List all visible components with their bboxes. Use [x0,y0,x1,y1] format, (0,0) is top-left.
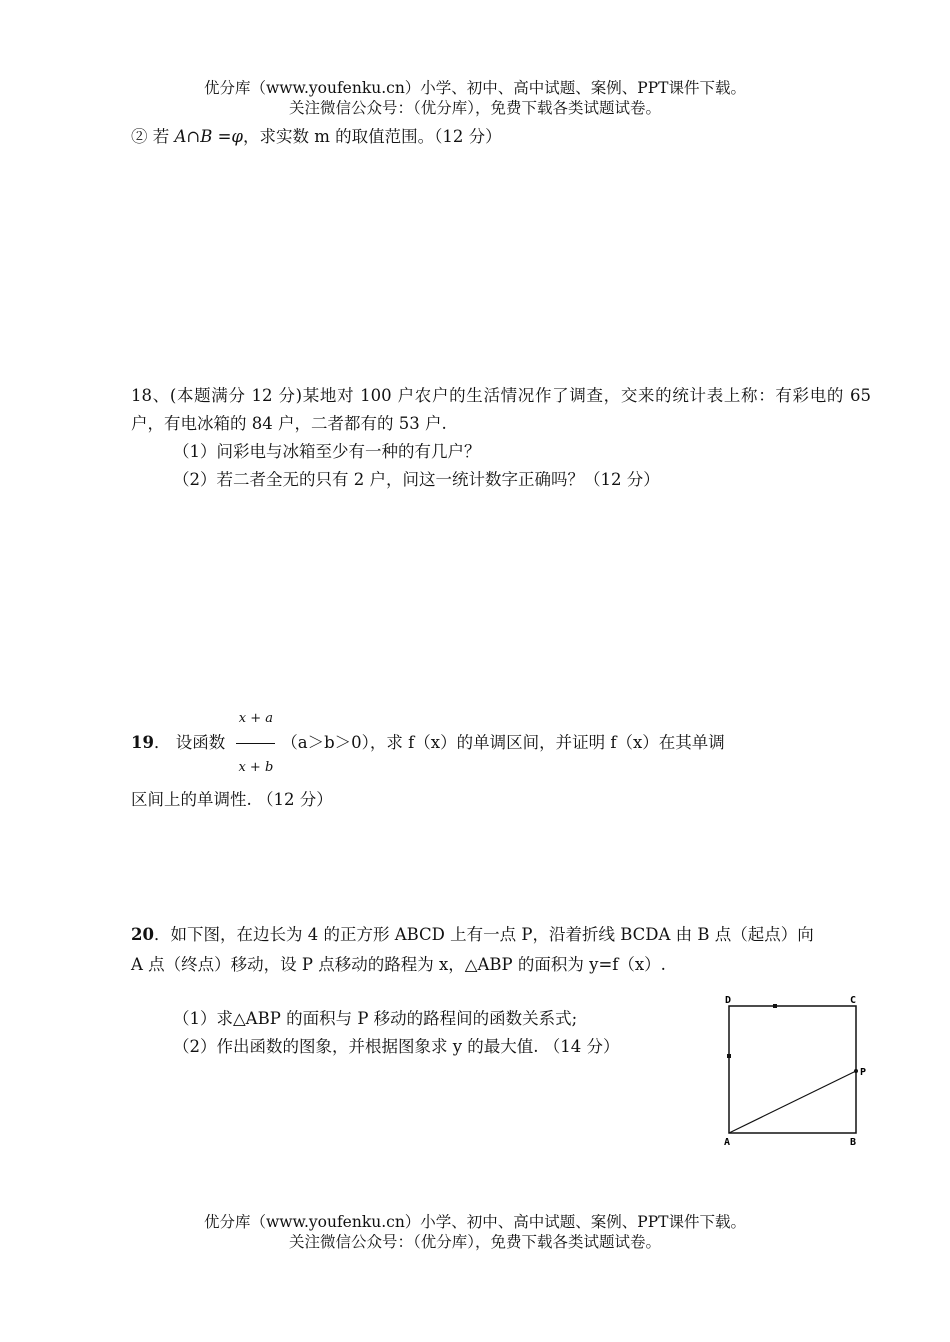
q20-part-2: （2）作出函数的图象，并根据图象求 y 的最大值. （14 分） [173,1037,620,1056]
q20-line-2: A 点（终点）移动，设 P 点移动的路程为 x，△ABP 的面积为 y=f（x）. [131,955,666,974]
question-18 [131,382,871,494]
q19-line-2: 区间上的单调性. （12 分） [131,790,333,809]
q20-number: 20 [131,925,154,944]
point-p [854,1069,858,1073]
q19-fraction-denominator: x + b [238,760,274,775]
question-20-parts [131,1005,651,1061]
q20-part-1: （1）求△ABP 的面积与 P 移动的路程间的函数关系式; [173,1009,578,1028]
segment-ap [729,1071,856,1133]
label-b: B [850,1137,857,1148]
header-line-1: 优分库（www.youfenku.cn）小学、初中、高中试题、案例、PPT课件下载。 [203,79,747,97]
question-19 [131,697,871,814]
square-abcd-figure [715,990,875,1150]
q19-fraction [236,697,275,790]
question-17-part-2 [131,126,871,148]
q19-fraction-numerator: x + a [236,697,275,744]
footer-line-2: 关注微信公众号：（优分库），免费下载各类试题试卷。 [288,1233,661,1251]
point-marker-top [773,1004,777,1008]
page-footer [0,1212,950,1252]
q20-line-1 [131,920,871,950]
q17-prefix: ② 若 [131,127,175,146]
question-20 [131,920,871,980]
q19-line-1 [131,697,871,790]
q19-number: 19 [131,733,154,752]
q18-part-2: （2）若二者全无的只有 2 户，问这一统计数字正确吗？（12 分） [173,470,660,489]
q17-expression: A∩B =φ [174,127,243,146]
point-marker-left [727,1054,731,1058]
q19-condition: （a＞b＞0），求 f（x）的单调区间，并证明 f（x）在其单调 [281,733,725,752]
footer-line-1: 优分库（www.youfenku.cn）小学、初中、高中试题、案例、PPT课件下载。 [203,1213,747,1231]
square-abcd [729,1006,856,1133]
q20-line-1-text: ．如下图，在边长为 4 的正方形 ABCD 上有一点 P，沿着折线 BCDA 由 B 点（起点）向 [153,925,814,944]
page-header [0,78,950,118]
label-p: P [860,1067,867,1078]
label-c: C [850,995,857,1006]
q19-lead: ． 设函数 [153,733,231,752]
q18-part-1: （1）问彩电与冰箱至少有一种的有几户？ [173,442,481,461]
label-d: D [725,995,732,1006]
q17-text: ，求实数 m 的取值范围。（12 分） [243,127,502,146]
label-a: A [724,1137,731,1148]
q18-intro: 18、(本题满分 12 分)某地对 100 户农户的生活情况作了调查，交来的统计表上称：有彩电的 65 户，有电冰箱的 84 户，二者都有的 53 户. [131,386,871,433]
header-line-2: 关注微信公众号：（优分库），免费下载各类试题试卷。 [288,99,661,117]
